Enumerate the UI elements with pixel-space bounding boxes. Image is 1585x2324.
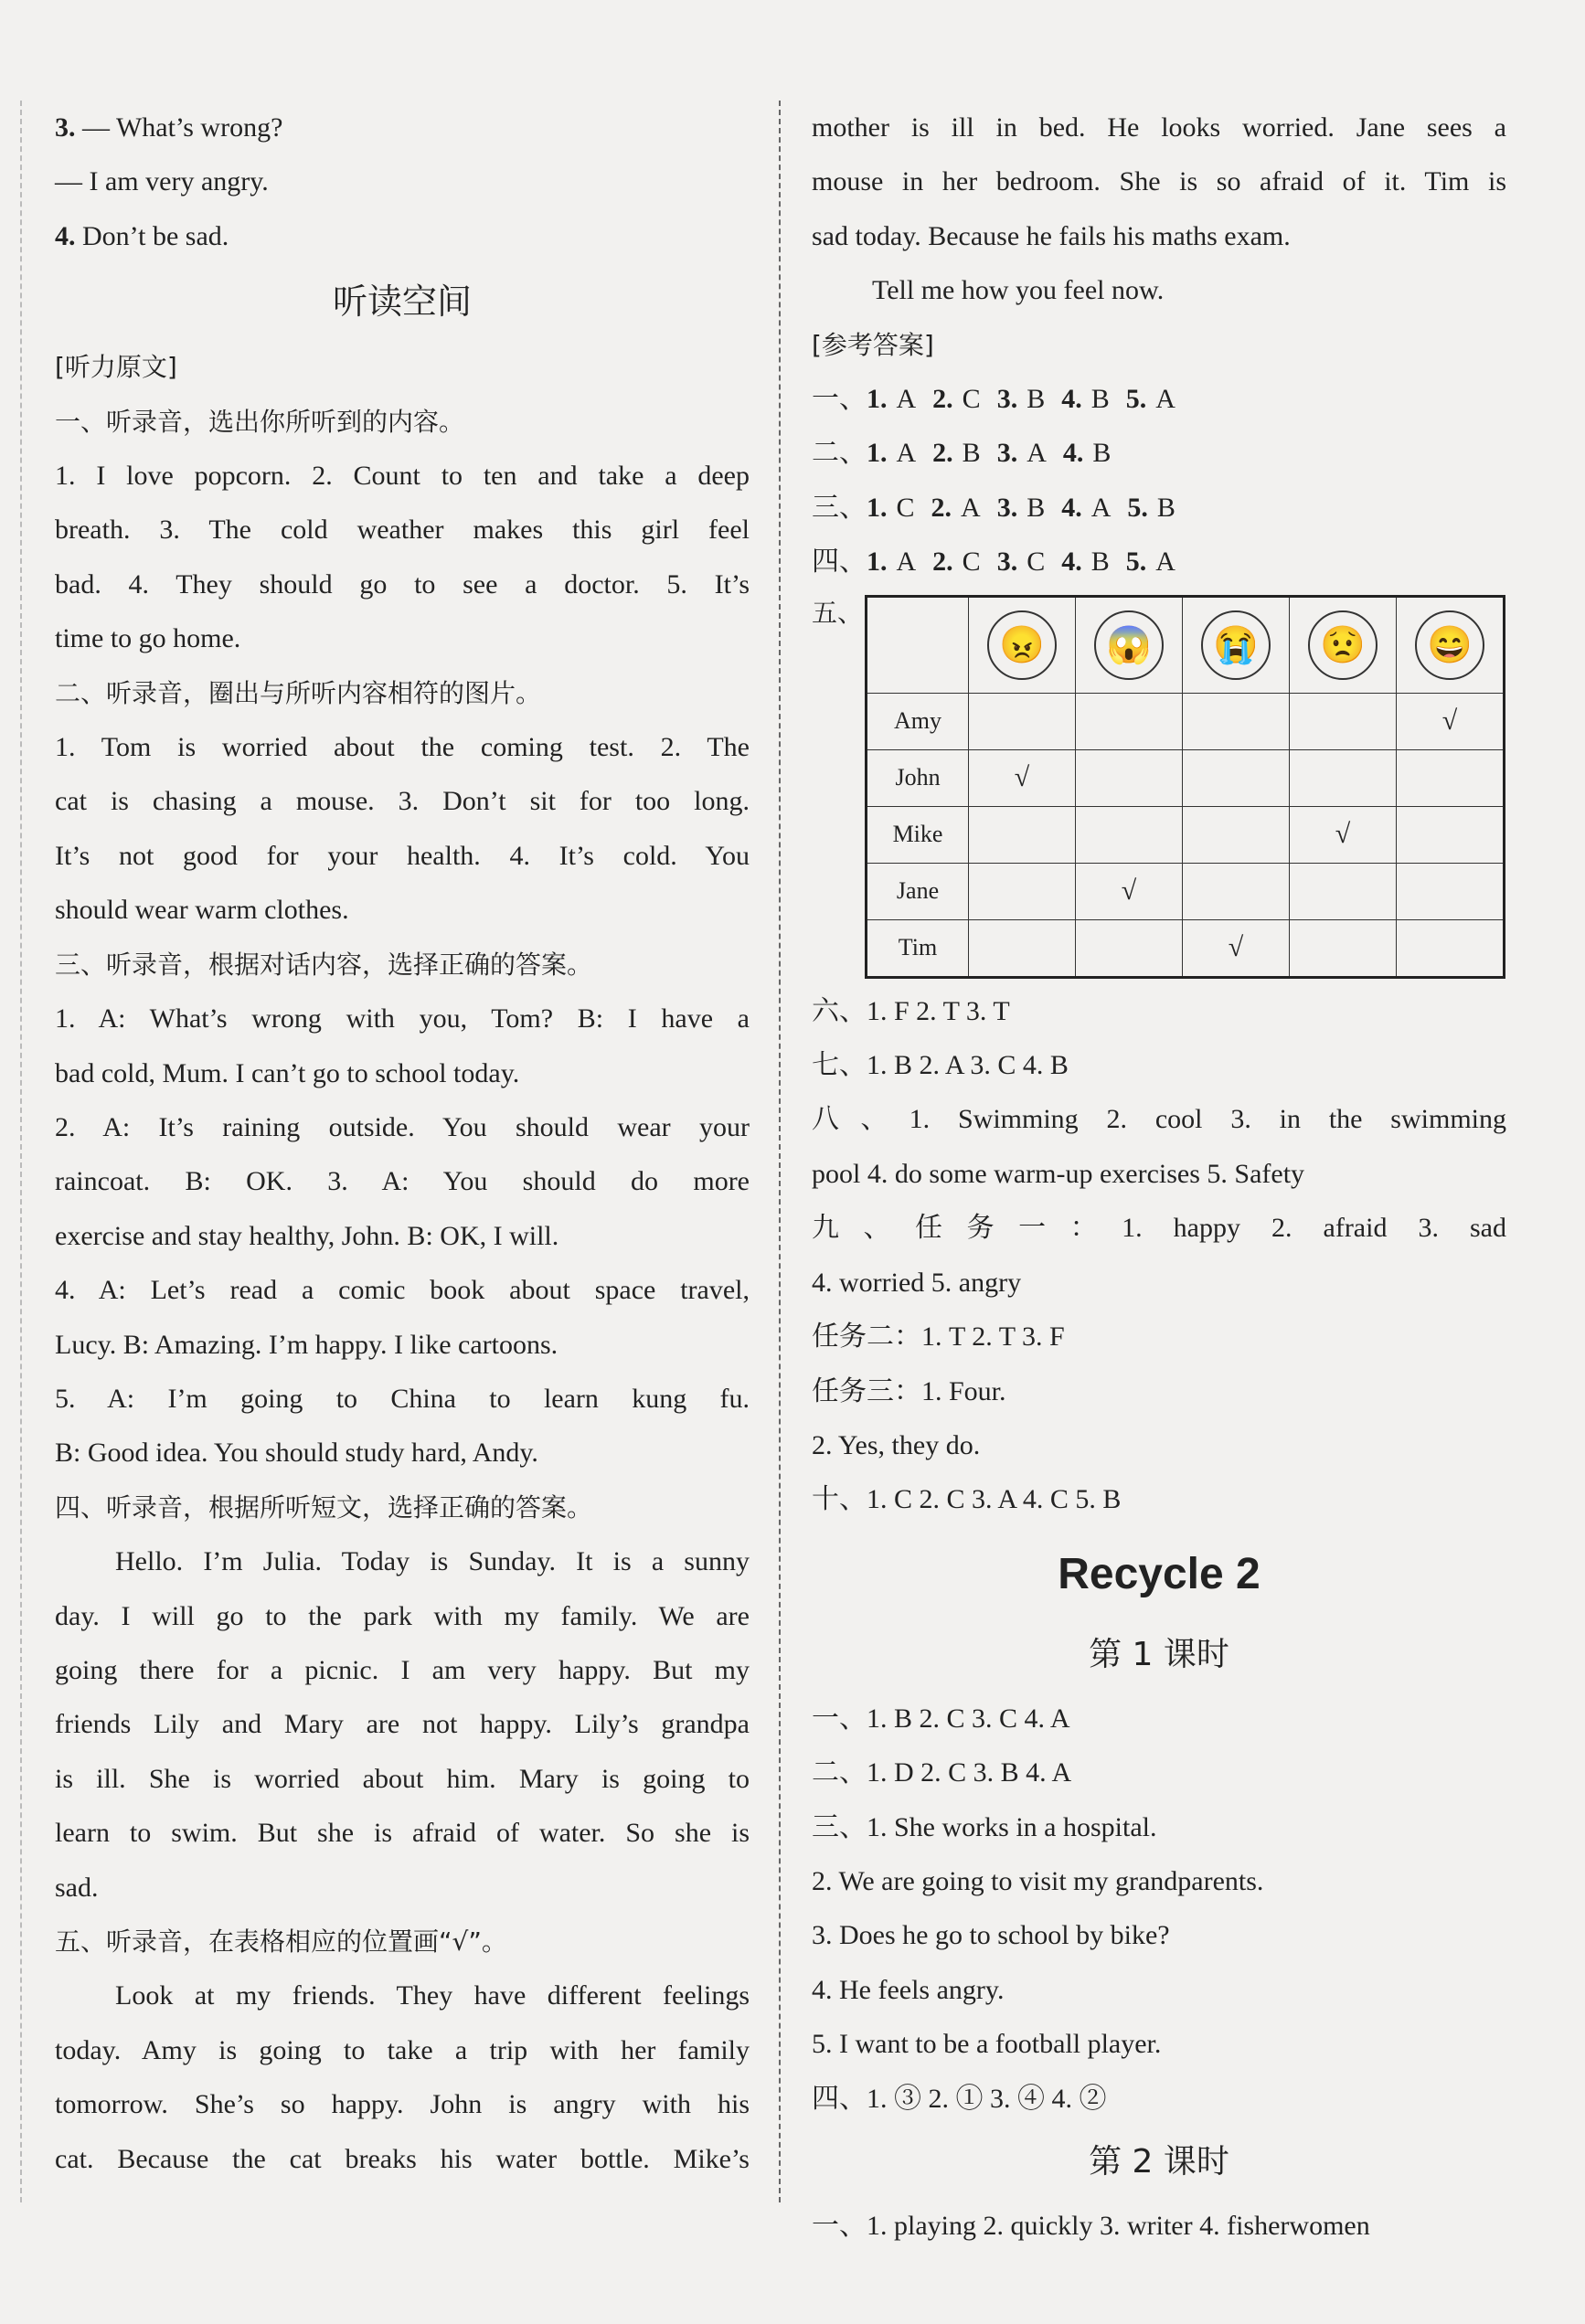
answer-number: 4. (1062, 438, 1084, 469)
answer-7: 七、1. B 2. A 3. C 4. B (812, 1050, 1069, 1081)
answer-row (812, 535, 1506, 589)
answer-number: 1. (867, 492, 888, 523)
part2-line: should wear warm clothes. (55, 895, 349, 926)
table-row (867, 749, 1505, 806)
face-cell (1397, 596, 1505, 693)
check-cell (969, 806, 1076, 863)
answer-item (1126, 384, 1175, 414)
check-cell (1397, 749, 1505, 806)
answer-number: 5. (1127, 492, 1148, 523)
lesson1-answer-3-4: 4. He feels angry. (812, 1974, 1005, 2005)
answer-item (931, 493, 981, 523)
part2-line: 1. Tom is worried about the coming test. 2. The (55, 732, 750, 763)
part3-line: 5. A: I’m going to China to learn kung fu. (55, 1383, 750, 1414)
answer-row-label: 二、 (812, 438, 867, 469)
check-cell (1076, 919, 1183, 977)
part2-line: cat is chasing a mouse. 3. Don’t sit for too long. (55, 786, 750, 817)
answer-item (1127, 493, 1175, 523)
face-cell (1183, 596, 1290, 693)
check-cell (1397, 919, 1505, 977)
reference-answers-label: [参考答案] (812, 329, 934, 360)
answer-row (812, 481, 1506, 535)
answer-choice: B (1090, 547, 1110, 578)
part4-line: Hello. I’m Julia. Today is Sunday. It is a sunny (115, 1546, 750, 1577)
answer-9-line2: 4. worried 5. angry (812, 1267, 1022, 1298)
check-cell (969, 693, 1076, 749)
check-cell (1290, 863, 1397, 919)
answer-choice: C (896, 492, 915, 523)
answer-item (997, 438, 1047, 468)
answer-number: 3. (996, 384, 1018, 415)
answer-number: 4. (1061, 384, 1082, 415)
answer-choice: C (1027, 547, 1046, 578)
column-divider (779, 101, 781, 2202)
answer-number: 3. (996, 492, 1018, 523)
table-row (867, 919, 1505, 977)
intro-line-4: 4. Don’t be sad. (55, 220, 229, 251)
part5-cont-line: mother is ill in bed. He looks worried. Jane sees a (812, 112, 1506, 143)
feelings-table-block (812, 595, 1506, 979)
answer-choice: A (896, 384, 917, 415)
intro-line-reply: — I am very angry. (55, 166, 269, 197)
table-row (867, 693, 1505, 749)
part2-line: It’s not good for your health. 4. It’s cold. You (55, 840, 750, 871)
answer-number: 2. (932, 547, 953, 578)
table-body (867, 693, 1505, 977)
face-cell (1290, 596, 1397, 693)
answer-number: 1. (867, 547, 888, 578)
answer-item (932, 438, 981, 468)
part5-line: tomorrow. She’s so happy. John is angry with his (55, 2089, 750, 2120)
angry-face-icon: 😠 (987, 610, 1057, 680)
answer-number: 2. (932, 438, 953, 469)
part3-line: bad cold, Mum. I can’t go to school today. (55, 1057, 520, 1088)
answer-choice: C (962, 547, 981, 578)
answer-number: 2. (932, 384, 953, 415)
part1-line: 1. I love popcorn. 2. Count to ten and take a deep (55, 461, 750, 492)
check-cell (1183, 749, 1290, 806)
lesson-1-title: 第 1 课时 (1089, 1635, 1229, 1673)
check-cell (1183, 693, 1290, 749)
answer-9-line4: 任务三：1. Four. (812, 1375, 1006, 1406)
part3-line: 1. A: What’s wrong with you, Tom? B: I have a (55, 1003, 750, 1035)
answer-choice: A (896, 438, 917, 469)
part5-cont-line: mouse in her bedroom. She is so afraid of it. Tim is (812, 166, 1506, 197)
answer-choice: A (1155, 547, 1175, 578)
part2-heading: 二、听录音，圈出与所听内容相符的图片。 (55, 677, 542, 708)
answer-row (812, 426, 1506, 480)
check-cell: √ (1397, 693, 1505, 749)
answer-choice: A (1155, 384, 1175, 415)
answer-6: 六、1. F 2. T 3. T (812, 995, 1010, 1026)
happy-face-icon: 😄 (1415, 610, 1484, 680)
recycle-title: Recycle 2 (1058, 1549, 1261, 1598)
answer-9-line3: 任务二：1. T 2. T 3. F (812, 1321, 1065, 1353)
worried-face-icon: 😟 (1308, 610, 1378, 680)
feelings-table (865, 595, 1505, 979)
lesson1-answer-4: 四、1. ③ 2. ① 3. ④ 4. ② (812, 2083, 1107, 2114)
answer-item (1061, 547, 1110, 577)
check-cell: √ (1290, 806, 1397, 863)
answer-choice: C (962, 384, 981, 415)
answer-choice: A (961, 492, 981, 523)
part3-line: raincoat. B: OK. 3. A: You should do more (55, 1166, 750, 1197)
lesson1-answer-3: 三、1. She works in a hospital. (812, 1811, 1157, 1842)
answer-item (1061, 493, 1111, 523)
answer-item (1063, 438, 1112, 468)
check-cell (1397, 806, 1505, 863)
lesson1-answer-3-3: 3. Does he go to school by bike? (812, 1920, 1170, 1951)
check-cell (1290, 749, 1397, 806)
student-name-cell: Jane (867, 863, 969, 919)
part5-line: today. Amy is going to take a trip with her family (55, 2034, 750, 2065)
student-name-cell: Mike (867, 806, 969, 863)
answer-item (867, 384, 916, 414)
crying-face-icon: 😭 (1201, 610, 1271, 680)
student-name-cell: Tim (867, 919, 969, 977)
part5-cont-last: Tell me how you feel now. (872, 275, 1165, 306)
listening-label: [听力原文] (55, 352, 177, 383)
check-cell (1397, 863, 1505, 919)
part1-line: time to go home. (55, 623, 241, 654)
check-cell (1076, 806, 1183, 863)
part4-line: is ill. She is worried about him. Mary is going to (55, 1763, 750, 1794)
check-cell (1183, 863, 1290, 919)
answer-9-line1: 九、任务一：1. happy 2. afraid 3. sad (812, 1213, 1506, 1244)
answer-item (932, 547, 981, 577)
answer-9-line5: 2. Yes, they do. (812, 1429, 981, 1460)
part4-line: friends Lily and Mary are not happy. Lily’s grandpa (55, 1709, 750, 1740)
answer-number: 1. (867, 438, 888, 469)
check-cell (1076, 749, 1183, 806)
lesson1-answer-3-5: 5. I want to be a football player. (812, 2029, 1162, 2060)
answer-choice: B (1090, 384, 1110, 415)
answer-choice: A (896, 547, 917, 578)
table-header-row (867, 596, 1505, 693)
answer-choice: A (1090, 492, 1112, 523)
afraid-face-icon: 😱 (1094, 610, 1164, 680)
lesson1-answer-2: 二、1. D 2. C 3. B 4. A (812, 1757, 1072, 1788)
check-cell (969, 863, 1076, 919)
answer-choice: B (1027, 492, 1046, 523)
check-cell: √ (969, 749, 1076, 806)
answer-item (997, 384, 1046, 414)
face-cell (1076, 596, 1183, 693)
part3-line: B: Good idea. You should study hard, Andy. (55, 1438, 538, 1469)
answer-item (1061, 384, 1110, 414)
check-cell (969, 919, 1076, 977)
face-cell (969, 596, 1076, 693)
answer-number: 4. (1061, 547, 1082, 578)
check-cell (1290, 919, 1397, 977)
answer-item (997, 493, 1046, 523)
answer-item (1126, 547, 1175, 577)
answer-number: 4. (1061, 492, 1082, 523)
part1-line: bad. 4. They should go to see a doctor. 5. It’s (55, 568, 750, 600)
check-cell: √ (1183, 919, 1290, 977)
answer-10: 十、1. C 2. C 3. A 4. C 5. B (812, 1484, 1122, 1515)
answer-choice: B (1092, 438, 1112, 469)
lesson1-answer-1: 一、1. B 2. C 3. C 4. A (812, 1703, 1070, 1734)
intro-line-3: 3. — What’s wrong? (55, 112, 283, 143)
part1-line: breath. 3. The cold weather makes this girl feel (55, 515, 750, 546)
answer-8-line2: pool 4. do some warm-up exercises 5. Safety (812, 1158, 1305, 1189)
answer-row-label: 一、 (812, 384, 867, 415)
part3-line: 4. A: Let’s read a comic book about space travel, (55, 1275, 750, 1306)
table-corner-cell (867, 596, 969, 693)
answers-1-4 (812, 372, 1506, 589)
check-cell (1290, 693, 1397, 749)
part4-heading: 四、听录音，根据所听短文，选择正确的答案。 (55, 1491, 593, 1523)
part3-line: exercise and stay healthy, John. B: OK, I will. (55, 1220, 559, 1251)
part3-line: Lucy. B: Amazing. I’m happy. I like cartoons. (55, 1329, 558, 1360)
part4-line: sad. (55, 1872, 99, 1903)
answer-8-line1: 八、1. Swimming 2. cool 3. in the swimming (812, 1104, 1506, 1135)
answer-number: 2. (931, 492, 952, 523)
part4-line: day. I will go to the park with my family. We are (55, 1600, 750, 1631)
lesson2-answer-1: 一、1. playing 2. quickly 3. writer 4. fisherwomen (812, 2210, 1370, 2241)
student-name-cell: John (867, 749, 969, 806)
answer-number: 5. (1125, 547, 1147, 578)
student-name-cell: Amy (867, 693, 969, 749)
answer-number: 3. (996, 547, 1018, 578)
answer-choice: B (1156, 492, 1175, 523)
check-cell: √ (1076, 863, 1183, 919)
part3-heading: 三、听录音，根据对话内容，选择正确的答案。 (55, 949, 593, 980)
part5-line: Look at my friends. They have different feelings (115, 1980, 750, 2011)
answer-row-label: 三、 (812, 492, 867, 523)
part5-heading: 五、听录音，在表格相应的位置画“√”。 (55, 1926, 507, 1957)
answer-item (867, 493, 915, 523)
answer-item (867, 438, 916, 468)
right-column (812, 101, 1506, 2253)
table-row (867, 863, 1505, 919)
section-title: 听读空间 (332, 281, 472, 323)
answer-item (867, 547, 916, 577)
part1-heading: 一、听录音，选出你所听到的内容。 (55, 406, 465, 437)
answer-choice: B (962, 438, 981, 469)
margin-rule (20, 101, 22, 2202)
answer-number: 5. (1125, 384, 1147, 415)
answer-row-label: 四、 (812, 547, 867, 578)
check-cell (1183, 806, 1290, 863)
answer-choice: B (1027, 384, 1046, 415)
lesson1-answer-3-2: 2. We are going to visit my grandparents. (812, 1865, 1264, 1896)
part5-line: cat. Because the cat breaks his water bottle. Mike’s (55, 2143, 750, 2174)
lesson-2-title: 第 2 课时 (1089, 2142, 1229, 2181)
answer-item (932, 384, 981, 414)
answer-number: 3. (996, 438, 1018, 469)
table-label: 五、 (812, 597, 864, 628)
answer-item (997, 547, 1046, 577)
part4-line: going there for a picnic. I am very happy. But my (55, 1654, 750, 1685)
answer-choice: A (1027, 438, 1047, 469)
part5-cont-line: sad today. Because he fails his maths exam. (812, 220, 1291, 251)
answer-row (812, 372, 1506, 426)
left-column (55, 101, 750, 2186)
check-cell (1076, 693, 1183, 749)
part3-line: 2. A: It’s raining outside. You should wear your (55, 1111, 750, 1142)
part4-line: learn to swim. But she is afraid of water. So she is (55, 1818, 750, 1849)
table-row (867, 806, 1505, 863)
answer-number: 1. (867, 384, 888, 415)
